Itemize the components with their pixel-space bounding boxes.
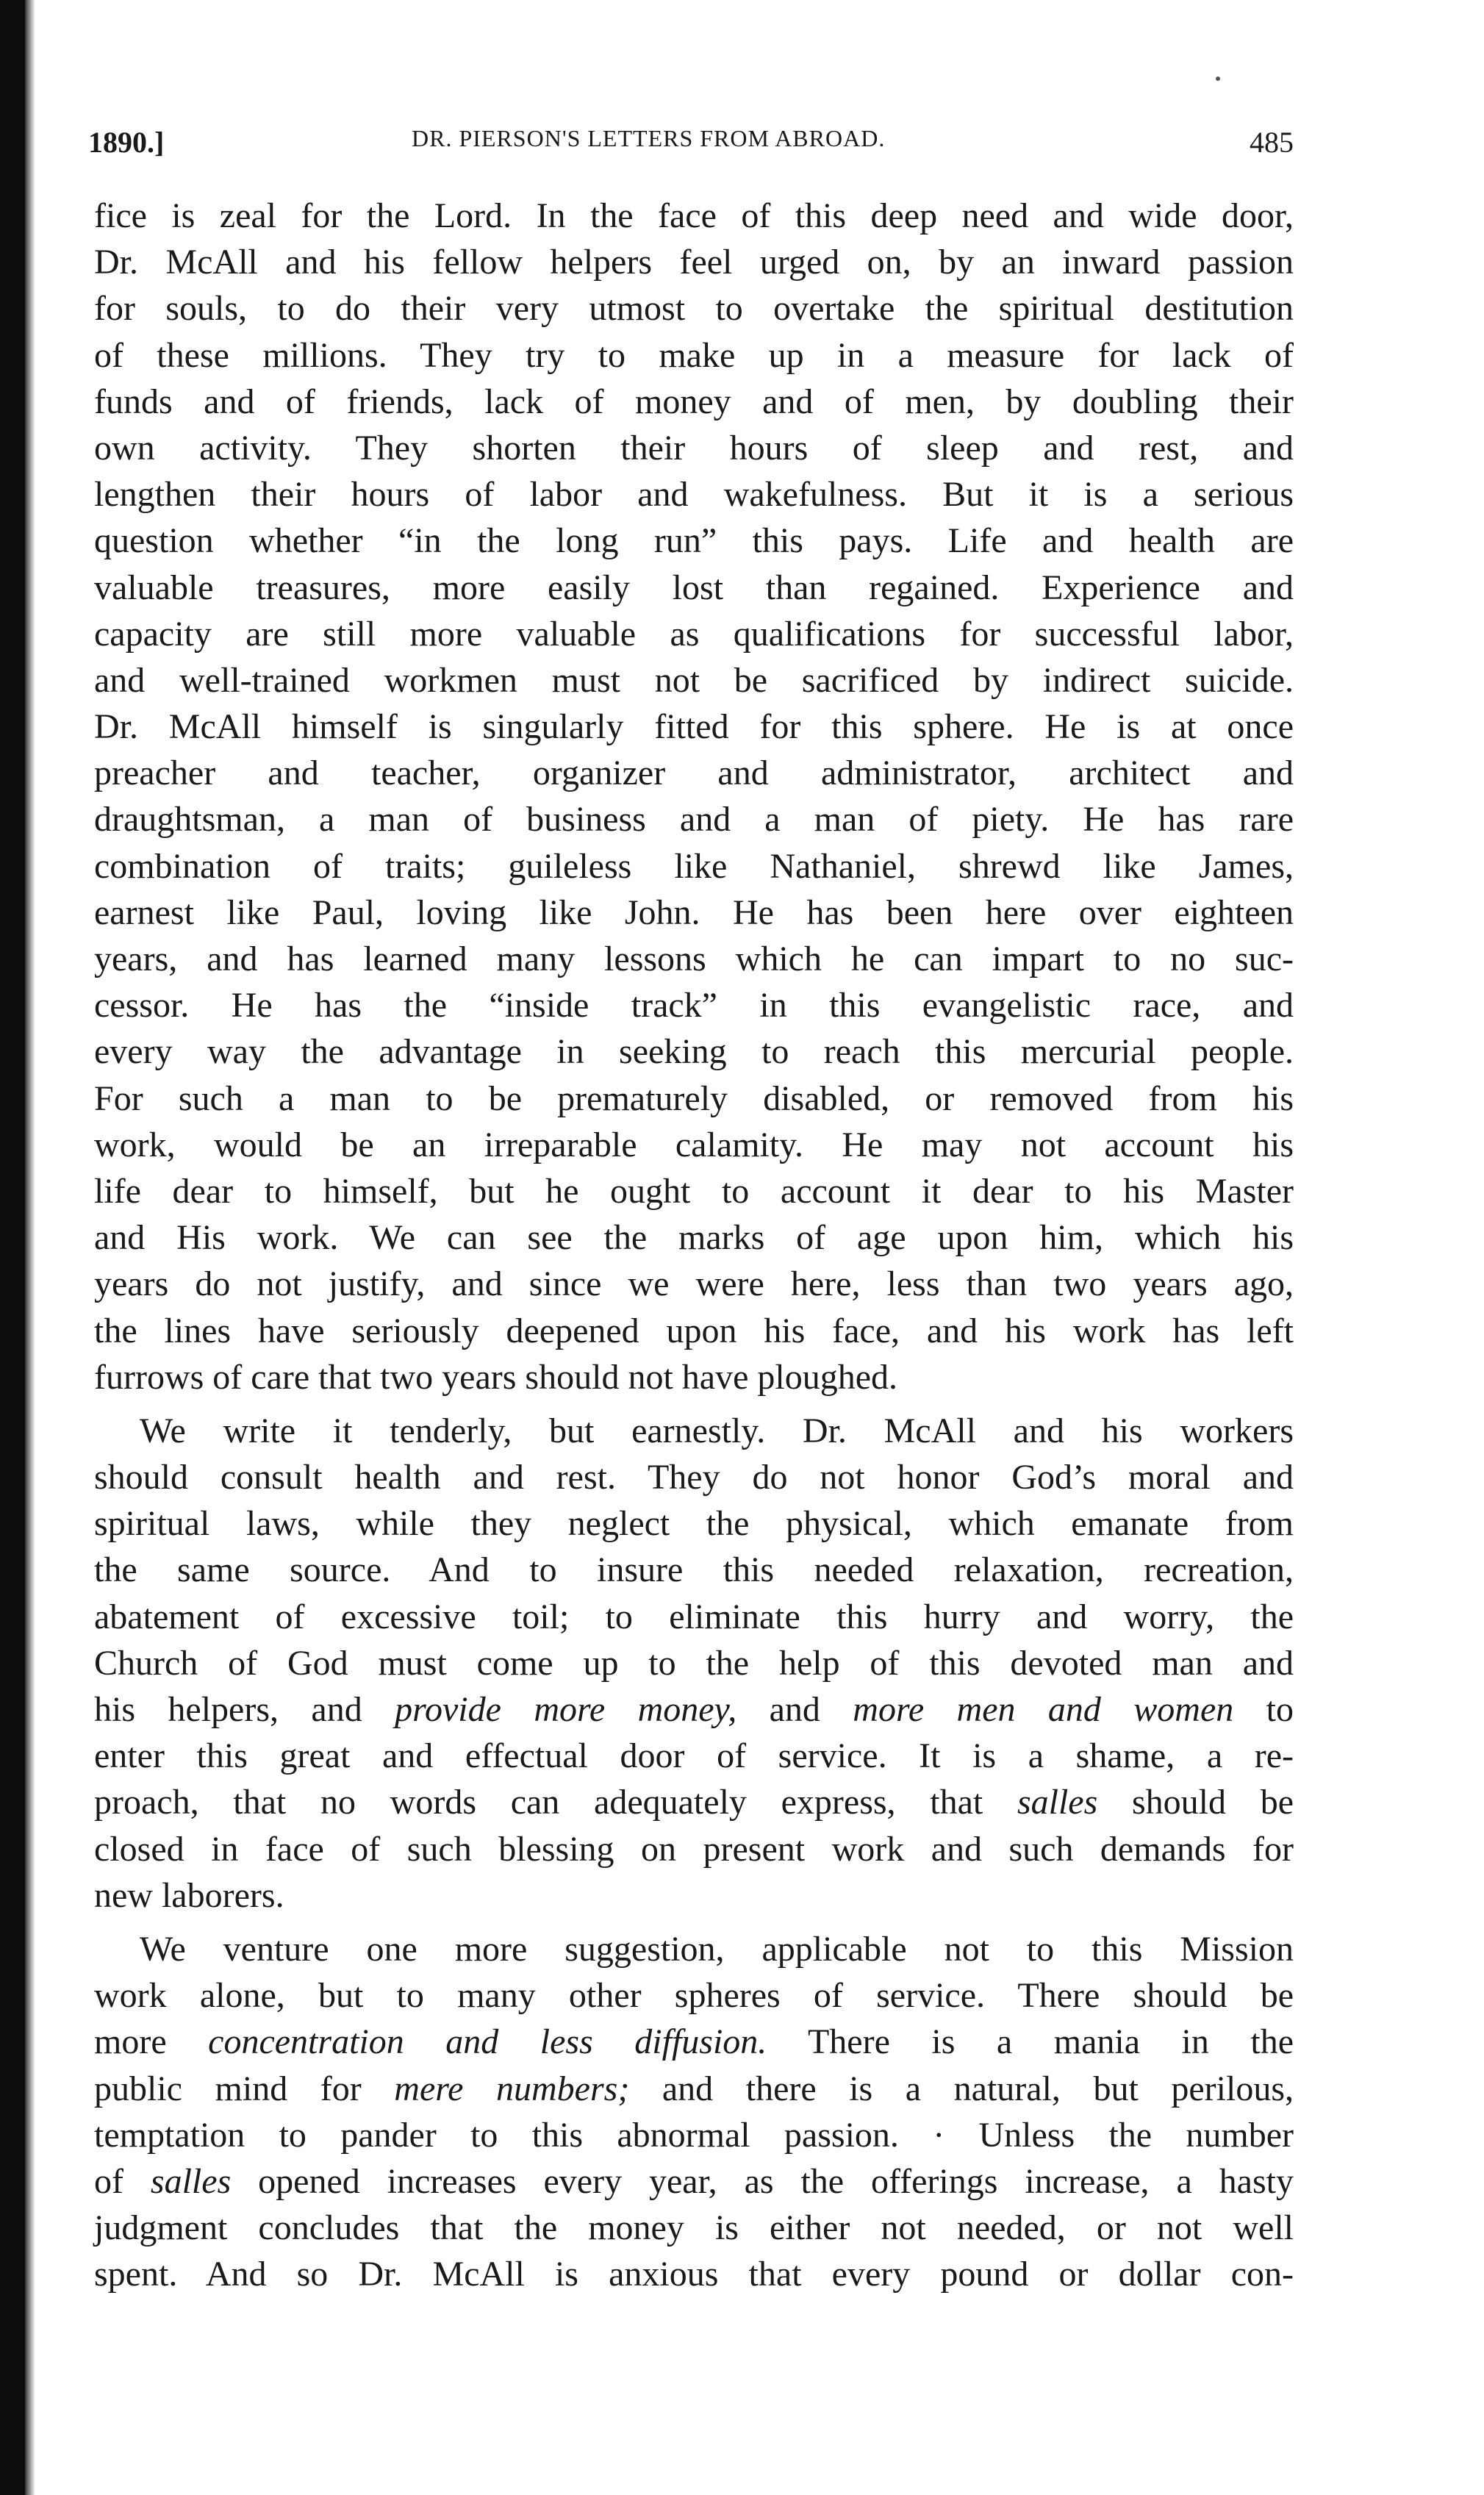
text-run: There is a mania in the bbox=[767, 2022, 1294, 2062]
paragraph bbox=[94, 193, 1294, 1400]
body-text bbox=[94, 193, 1294, 2297]
text-line: and His work. We can see the marks of age upon him, which his bbox=[94, 1218, 1294, 1258]
text-line-mixed bbox=[94, 1686, 1294, 1733]
text-line: the lines have seriously deepened upon his face, and his work has left bbox=[94, 1311, 1294, 1350]
text-run: his helpers, and bbox=[94, 1690, 395, 1729]
text-line: For such a man to be prematurely disabled, or removed from his bbox=[94, 1078, 1294, 1118]
text-line: Church of God must come up to the help of this devoted man and bbox=[94, 1643, 1294, 1683]
text-line: life dear to himself, but he ought to account it dear to his Master bbox=[94, 1171, 1294, 1211]
text-run: and there is a natural, but perilous, bbox=[629, 2069, 1294, 2108]
text-run: more bbox=[94, 2022, 209, 2062]
text-line: temptation to pander to this abnormal passion. · Unless the number bbox=[94, 2115, 1294, 2155]
emphasis-text: salles bbox=[150, 2161, 232, 2201]
text-line: earnest like Paul, loving like John. He has been here over eighteen bbox=[94, 892, 1294, 932]
paragraph bbox=[94, 1408, 1294, 1919]
text-line: should consult health and rest. They do not honor God’s moral and bbox=[94, 1458, 1294, 1497]
text-line: for souls, to do their very utmost to overtake the spiritual destitution bbox=[94, 289, 1294, 329]
text-line: and well-trained workmen must not be sacrificed by indirect suicide. bbox=[94, 660, 1294, 700]
text-line: spent. And so Dr. McAll is anxious that every pound or dollar con- bbox=[94, 2255, 1294, 2294]
text-line: Dr. McAll himself is singularly fitted for this sphere. He is at once bbox=[94, 707, 1294, 747]
page-gutter bbox=[25, 0, 35, 2495]
text-line-mixed bbox=[94, 2158, 1294, 2205]
text-run: of bbox=[94, 2161, 151, 2201]
running-header bbox=[88, 125, 1294, 176]
text-line: own activity. They shorten their hours of sleep and rest, and bbox=[94, 428, 1294, 468]
text-line: question whether “in the long run” this pays. Life and health are bbox=[94, 521, 1294, 561]
text-line: fice is zeal for the Lord. In the face of this deep need and wide door, bbox=[94, 196, 1294, 235]
text-line: spiritual laws, while they neglect the physical, which emanate from bbox=[94, 1504, 1294, 1544]
book-spine-shadow bbox=[0, 0, 25, 2495]
ink-speck bbox=[1216, 76, 1220, 81]
text-run: public mind for bbox=[94, 2069, 395, 2108]
header-page-number: 485 bbox=[1250, 126, 1294, 159]
emphasis-text: salles bbox=[1017, 1783, 1098, 1822]
emphasis-text: provide more money, bbox=[395, 1690, 737, 1729]
text-line: abatement of excessive toil; to eliminate this hurry and worry, the bbox=[94, 1597, 1294, 1636]
text-run: proach, that no words can adequately express, that bbox=[94, 1783, 1017, 1822]
text-line: We venture one more suggestion, applicable not to this Mission bbox=[140, 1929, 1294, 1969]
text-line: work alone, but to many other spheres of service. There should be bbox=[94, 1976, 1294, 2016]
text-line: funds and of friends, lack of money and of men, by doubling their bbox=[94, 382, 1294, 421]
text-line-mixed bbox=[94, 2066, 1294, 2112]
text-line: Dr. McAll and his fellow helpers feel urged on, by an inward passion bbox=[94, 243, 1294, 282]
text-line: work, would be an irreparable calamity. He may not account his bbox=[94, 1125, 1294, 1164]
text-run: should be bbox=[1097, 1783, 1294, 1822]
header-year: 1890.] bbox=[88, 126, 165, 159]
emphasis-text: mere numbers; bbox=[394, 2069, 630, 2108]
text-line: the same source. And to insure this needed relaxation, recreation, bbox=[94, 1550, 1294, 1590]
text-line: new laborers. bbox=[94, 1875, 284, 1915]
text-line: of these millions. They try to make up in a measure for lack of bbox=[94, 335, 1294, 375]
text-line: judgment concludes that the money is either not needed, or not well bbox=[94, 2208, 1294, 2248]
paragraph bbox=[94, 1926, 1294, 2298]
text-run: to bbox=[1233, 1690, 1294, 1729]
text-run: opened increases every year, as the offerings increase, a hasty bbox=[231, 2161, 1294, 2201]
text-line: capacity are still more valuable as qualifications for successful labor, bbox=[94, 614, 1294, 654]
text-run: and bbox=[736, 1690, 853, 1729]
text-line: cessor. He has the “inside track” in this evangelistic race, and bbox=[94, 986, 1294, 1025]
emphasis-text: concentration and less diffusion. bbox=[208, 2022, 767, 2062]
text-line: furrows of care that two years should not have ploughed. bbox=[94, 1357, 898, 1397]
text-line: years do not justify, and since we were here, less than two years ago, bbox=[94, 1264, 1294, 1304]
text-line: combination of traits; guileless like Nathaniel, shrewd like James, bbox=[94, 846, 1294, 886]
emphasis-text: more men and women bbox=[853, 1690, 1234, 1729]
text-line: preacher and teacher, organizer and administrator, architect and bbox=[94, 753, 1294, 793]
text-line-mixed bbox=[94, 1779, 1294, 1825]
text-line: enter this great and effectual door of service. It is a shame, a re- bbox=[94, 1736, 1294, 1776]
header-running-title: DR. PIERSON'S LETTERS FROM ABROAD. bbox=[412, 125, 886, 151]
text-line: lengthen their hours of labor and wakefulness. But it is a serious bbox=[94, 475, 1294, 515]
text-line: We write it tenderly, but earnestly. Dr. McAll and his workers bbox=[140, 1411, 1294, 1450]
text-line: draughtsman, a man of business and a man of piety. He has rare bbox=[94, 800, 1294, 840]
text-line-mixed bbox=[94, 2019, 1294, 2065]
text-line: every way the advantage in seeking to reach this mercurial people. bbox=[94, 1032, 1294, 1072]
text-line: closed in face of such blessing on present work and such demands for bbox=[94, 1829, 1294, 1869]
text-line: years, and has learned many lessons which he can impart to no suc- bbox=[94, 939, 1294, 978]
text-line: valuable treasures, more easily lost than regained. Experience and bbox=[94, 568, 1294, 607]
